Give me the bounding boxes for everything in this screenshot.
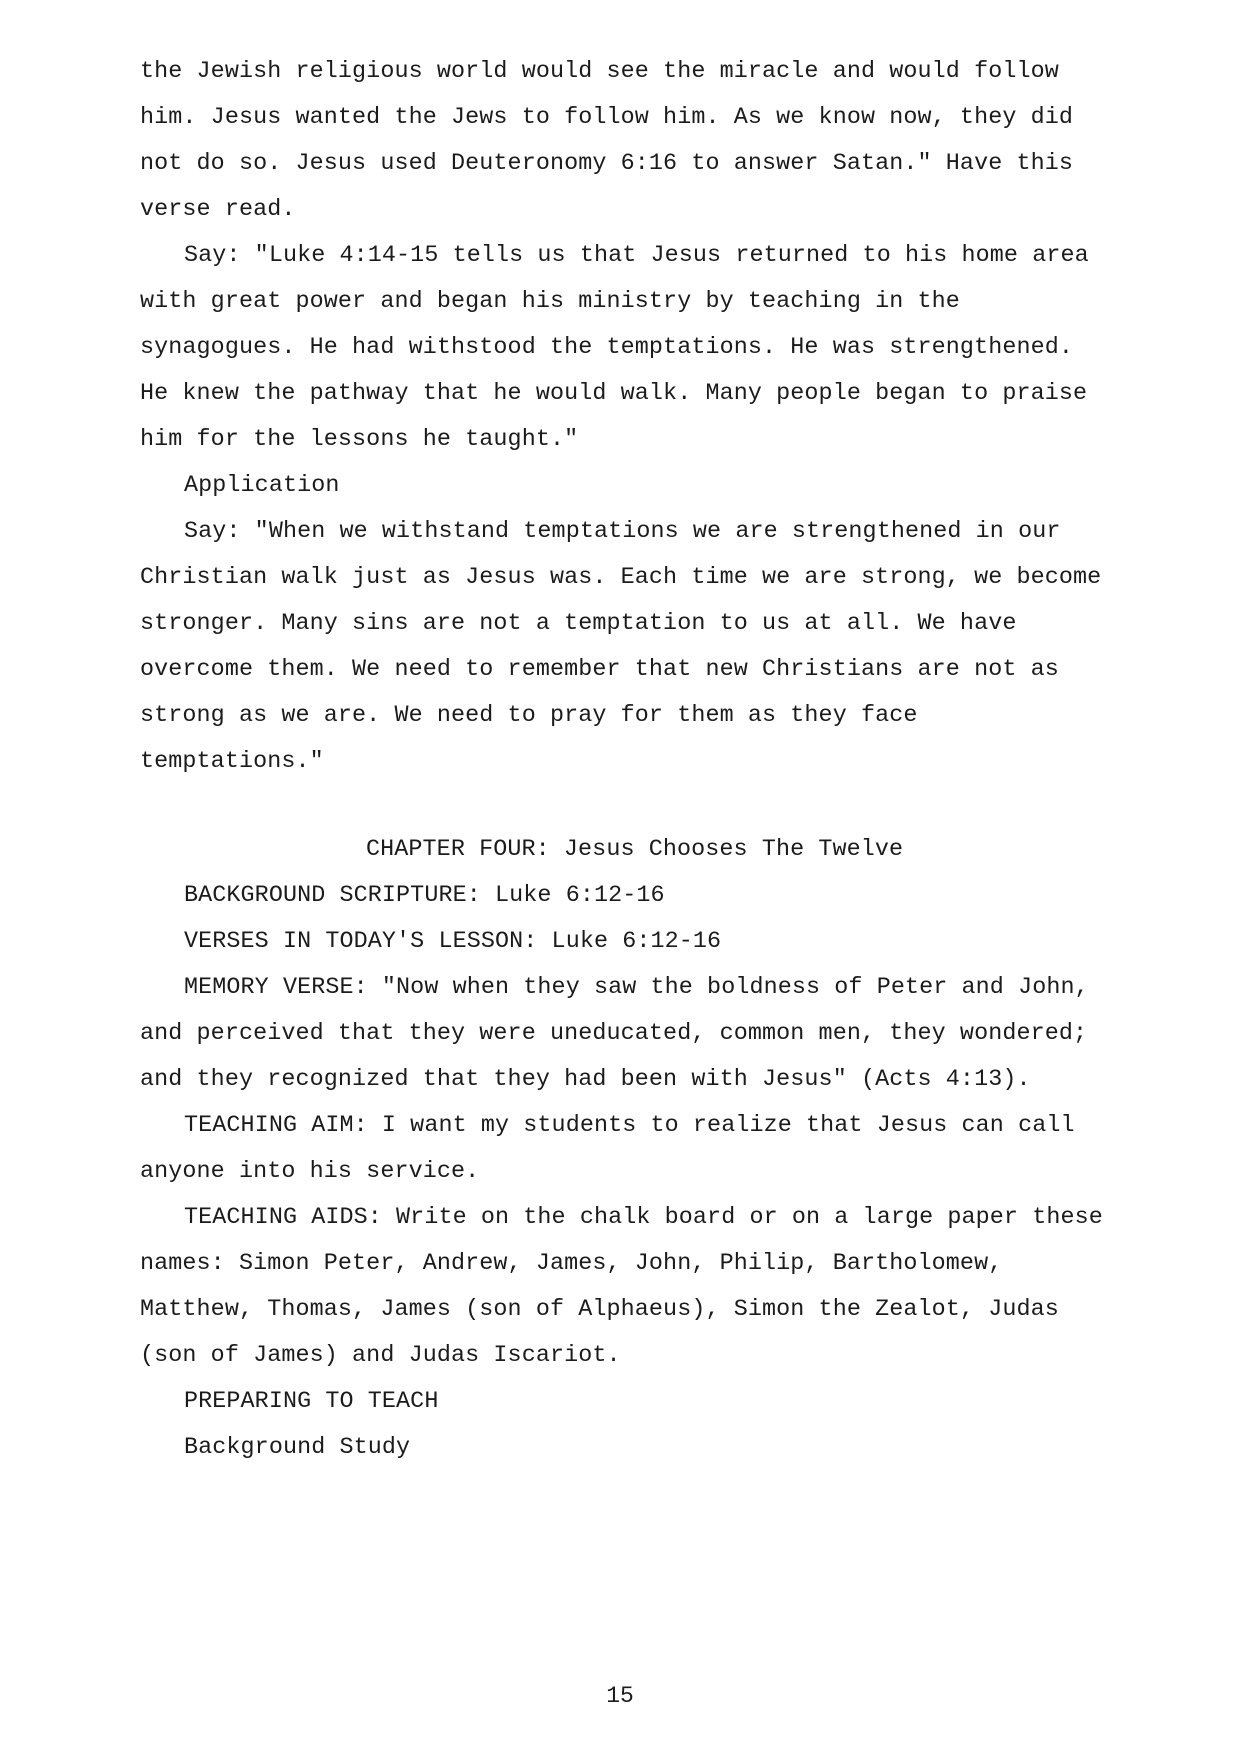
text-line: and they recognized that they had been with Jesus" (Acts 4:13). bbox=[140, 1067, 1031, 1093]
text-line: the Jewish religious world would see the miracle and would follow bbox=[140, 59, 1059, 85]
text-line: TEACHING AIDS: Write on the chalk board or on a large paper these bbox=[184, 1205, 1103, 1231]
section-heading: Application bbox=[184, 473, 340, 499]
text-line: him for the lessons he taught." bbox=[140, 427, 579, 453]
chapter-title: CHAPTER FOUR: Jesus Chooses The Twelve bbox=[366, 837, 904, 863]
text-line: Say: "Luke 4:14-15 tells us that Jesus returned to his home area bbox=[184, 243, 1089, 269]
text-line: overcome them. We need to remember that new Christians are not as bbox=[140, 657, 1059, 683]
text-line: Matthew, Thomas, James (son of Alphaeus), Simon the Zealot, Judas bbox=[140, 1297, 1059, 1323]
text-line: He knew the pathway that he would walk. Many people began to praise bbox=[140, 381, 1088, 407]
text-line: BACKGROUND SCRIPTURE: Luke 6:12-16 bbox=[184, 883, 665, 909]
text-line: MEMORY VERSE: "Now when they saw the boldness of Peter and John, bbox=[184, 975, 1089, 1001]
text-line: TEACHING AIM: I want my students to realize that Jesus can call bbox=[184, 1113, 1075, 1139]
text-line: Christian walk just as Jesus was. Each time we are strong, we become bbox=[140, 565, 1102, 591]
text-line: with great power and began his ministry by teaching in the bbox=[140, 289, 960, 315]
text-line: and perceived that they were uneducated, common men, they wondered; bbox=[140, 1021, 1088, 1047]
text-line: synagogues. He had withstood the temptations. He was strengthened. bbox=[140, 335, 1074, 361]
text-line: (son of James) and Judas Iscariot. bbox=[140, 1343, 621, 1369]
text-line: names: Simon Peter, Andrew, James, John, Philip, Bartholomew, bbox=[140, 1251, 1003, 1277]
text-line: Say: "When we withstand temptations we are strengthened in our bbox=[184, 519, 1061, 545]
page-number: 15 bbox=[606, 1683, 634, 1709]
text-line: strong as we are. We need to pray for them as they face bbox=[140, 703, 918, 729]
text-line: anyone into his service. bbox=[140, 1159, 480, 1185]
text-line: him. Jesus wanted the Jews to follow him. As we know now, they did bbox=[140, 105, 1074, 131]
text-line: temptations." bbox=[140, 749, 324, 775]
text-line: stronger. Many sins are not a temptation to us at all. We have bbox=[140, 611, 1017, 637]
section-heading: PREPARING TO TEACH bbox=[184, 1389, 439, 1415]
section-heading: Background Study bbox=[184, 1435, 411, 1461]
text-line: VERSES IN TODAY'S LESSON: Luke 6:12-16 bbox=[184, 929, 722, 955]
text-line: verse read. bbox=[140, 197, 296, 223]
text-line: not do so. Jesus used Deuteronomy 6:16 to answer Satan." Have this bbox=[140, 151, 1074, 177]
